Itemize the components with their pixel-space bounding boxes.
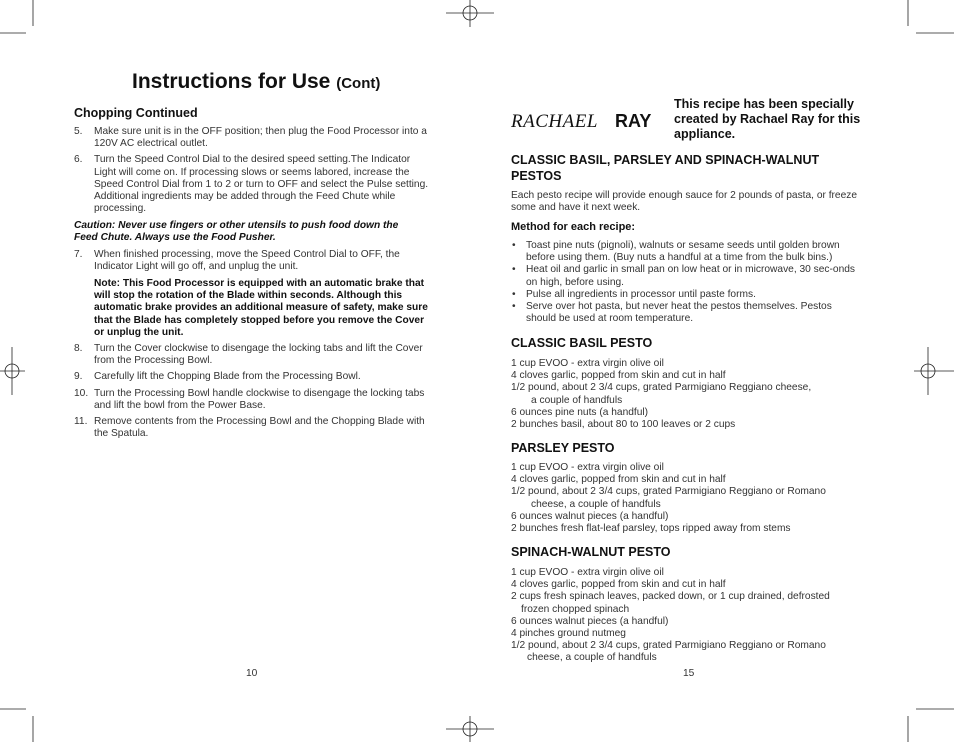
- spinach-heading: SPINACH-WALNUT PESTO: [511, 545, 671, 559]
- ingredient-line: 6 ounces walnut pieces (a handful): [511, 510, 669, 522]
- step-text: Remove contents from the Processing Bowl and the Chopping Blade with the Spatula.: [94, 416, 425, 440]
- logo-text-ray: RAY: [615, 111, 652, 131]
- step-number: 5.: [74, 126, 83, 137]
- spinach-ingredients: [511, 567, 830, 665]
- step-number: 6.: [74, 154, 83, 166]
- page-number-right: 15: [683, 668, 695, 679]
- ingredient-line: frozen chopped spinach: [521, 603, 630, 615]
- logo-text-rachael: RACHAEL: [511, 111, 598, 132]
- ingredient-line: a couple of handfuls: [531, 394, 623, 406]
- step-number: 10.: [74, 387, 89, 399]
- ingredient-line: 1 cup EVOO - extra virgin olive oil: [511, 462, 664, 473]
- steps-list-7: [74, 249, 432, 273]
- ingredient-line: cheese, a couple of handfuls: [527, 652, 657, 664]
- step-item: [74, 371, 432, 383]
- ingredient-line: 1/2 pound, about 2 3/4 cups, grated Parmigiano Reggiano or Romano: [511, 640, 826, 652]
- page-title-main: Instructions for Use: [132, 70, 331, 93]
- step-item: [74, 154, 432, 215]
- rachael-ray-logo: [511, 108, 659, 134]
- recipe-credit: This recipe has been specially created by Rachael Ray for this appliance.: [674, 97, 861, 141]
- basil-ingredients: [511, 358, 811, 431]
- ingredient-line: 6 ounces walnut pieces (a handful): [511, 615, 669, 627]
- step-item: [74, 343, 432, 367]
- page-number-left: 10: [246, 668, 258, 679]
- method-item: • Serve over hot pasta, but never heat the pestos themselves. Pestos should be used at room temperature.: [512, 301, 862, 325]
- ingredient-line: 6 ounces pine nuts (a handful): [511, 406, 649, 418]
- step-item: [74, 388, 432, 412]
- ingredient-line: 1/2 pound, about 2 3/4 cups, grated Parmigiano Reggiano cheese,: [511, 382, 812, 394]
- step-item: [74, 249, 432, 273]
- steps-list-a: [74, 126, 432, 215]
- ingredient-line: cheese, a couple of handfuls: [531, 498, 661, 510]
- ingredient-line: 1 cup EVOO - extra virgin olive oil: [511, 358, 664, 369]
- page-title-suffix: (Cont): [336, 75, 381, 92]
- step-text: Turn the Speed Control Dial to the desired speed setting.The Indicator Light will come on. If processing slows or seems labored, increase the Speed Control Dial from 1 to 2 or turn to OFF and select the Pulse setting. Additional ingredients may be added through the Feed Chute while processing.: [94, 154, 429, 215]
- step-text: Carefully lift the Chopping Blade from the Processing Bowl.: [94, 371, 361, 383]
- method-item: • Toast pine nuts (pignoli), walnuts or sesame seeds until golden brown before using them. (Buy nuts a handful at a time from the bulk bins.): [512, 240, 862, 264]
- ingredient-line: 4 cloves garlic, popped from skin and cut in half: [511, 370, 726, 382]
- basil-heading: CLASSIC BASIL PESTO: [511, 336, 653, 350]
- parsley-heading: PARSLEY PESTO: [511, 441, 615, 455]
- section-heading-chopping: Chopping Continued: [74, 106, 198, 120]
- method-item: • Pulse all ingredients in processor until paste forms.: [512, 289, 862, 301]
- ingredient-line: 2 bunches fresh flat-leaf parsley, tops ripped away from stems: [511, 523, 791, 535]
- recipe-title: CLASSIC BASIL, PARSLEY AND SPINACH-WALNUT PESTOS: [511, 153, 820, 183]
- method-item: • Heat oil and garlic in small pan on low heat or in microwave, 30 sec-onds on high, before using.: [512, 264, 862, 288]
- steps-list-b: [74, 343, 432, 440]
- parsley-ingredients: [511, 462, 826, 535]
- recipe-intro: Each pesto recipe will provide enough sauce for 2 pounds of pasta, or freeze some and have it next week.: [511, 190, 858, 214]
- ingredient-line: 4 cloves garlic, popped from skin and cut in half: [511, 579, 726, 591]
- caution-text: Caution: Never use fingers or other utensils to push food down the Feed Chute. Always use the Food Pusher.: [74, 220, 399, 244]
- step-number: 8.: [74, 343, 83, 354]
- note-text: Note: This Food Processor is equipped with an automatic brake that will stop the rotation of the Blade within seconds. Although this automatic brake provides an additional measure of safety, make sure that the Blade has completely stopped before you remove the Cover or unplug the unit.: [94, 278, 428, 338]
- ingredient-line: 4 cloves garlic, popped from skin and cut in half: [511, 474, 726, 486]
- step-text: Make sure unit is in the OFF position; then plug the Food Processor into a 120V AC electrical outlet.: [94, 126, 427, 150]
- step-number: 7.: [74, 249, 83, 260]
- step-item: [74, 126, 432, 150]
- step-number: 9.: [74, 371, 83, 383]
- ingredient-line: 2 cups fresh spinach leaves, packed down, or 1 cup drained, defrosted: [511, 591, 830, 603]
- step-item: [74, 416, 432, 440]
- method-heading: Method for each recipe:: [511, 221, 636, 233]
- step-text: Turn the Processing Bowl handle clockwise to disengage the locking tabs and lift the bowl from the Power Base.: [94, 387, 425, 411]
- step-text: Turn the Cover clockwise to disengage the locking tabs and lift the Cover from the Processing Bowl.: [94, 343, 423, 367]
- ingredient-line: 1/2 pound, about 2 3/4 cups, grated Parmigiano Reggiano or Romano: [511, 486, 826, 498]
- ingredient-line: 1 cup EVOO - extra virgin olive oil: [511, 567, 664, 578]
- method-list: [512, 240, 862, 325]
- step-text: When finished processing, move the Speed Control Dial to OFF, the Indicator Light will go off, and unplug the unit.: [94, 249, 400, 273]
- step-number: 11.: [74, 416, 88, 428]
- ingredient-line: 4 pinches ground nutmeg: [511, 628, 626, 640]
- page-title: [132, 70, 380, 94]
- ingredient-line: 2 bunches basil, about 80 to 100 leaves or 2 cups: [511, 419, 736, 431]
